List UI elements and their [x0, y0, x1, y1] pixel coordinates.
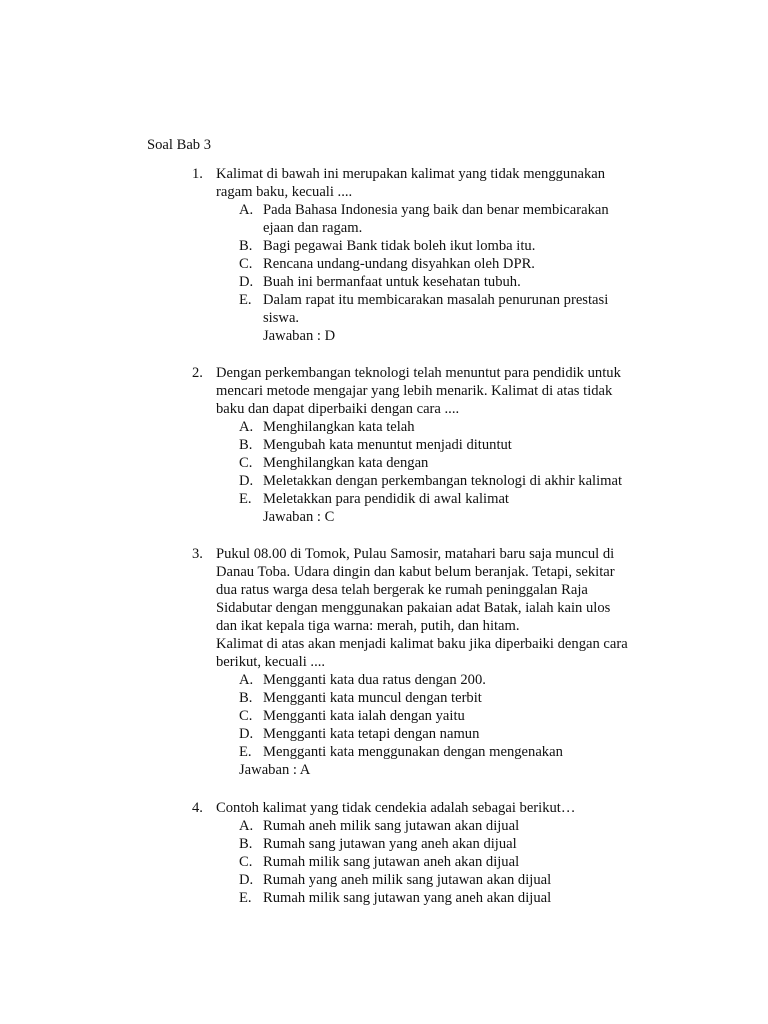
option-text: Buah ini bermanfaat untuk kesehatan tubuh. — [263, 274, 521, 290]
option-letter: B. — [239, 690, 253, 706]
option-text: Meletakkan dengan perkembangan teknologi di akhir kalimat — [263, 473, 623, 489]
option-letter: A. — [239, 419, 254, 435]
option-d — [239, 273, 662, 291]
option-letter: E. — [239, 292, 252, 308]
option-e — [239, 490, 662, 508]
option-d — [239, 725, 662, 743]
option-letter: C. — [239, 455, 253, 471]
option-letter: D. — [239, 473, 254, 489]
option-letter: E. — [239, 491, 252, 507]
option-c — [239, 454, 662, 472]
option-letter: A. — [239, 202, 254, 218]
question-number: 4. — [192, 800, 203, 816]
option-text: Mengganti kata dua ratus dengan 200. — [263, 672, 486, 688]
question-text: Kalimat di bawah ini merupakan kalimat yang tidak menggunakan ragam baku, kecuali .... — [216, 166, 606, 200]
option-letter: A. — [239, 672, 254, 688]
option-text: Mengganti kata muncul dengan terbit — [263, 690, 482, 706]
option-b — [239, 835, 662, 853]
answer-text: Jawaban : C — [263, 509, 335, 525]
option-text: Rumah sang jutawan yang aneh akan dijual — [263, 836, 517, 852]
option-text: Rumah aneh milik sang jutawan akan dijual — [263, 818, 520, 834]
option-list — [192, 671, 662, 761]
question-text: Pukul 08.00 di Tomok, Pulau Samosir, matahari baru saja muncul di Danau Toba. Udara dingin dan kabut belum beranjak. Tetapi, sekitar dua ratus warga desa telah bergerak ke rumah peninggalan Raja Sidabutar dengan menggunakan pakaian adat Batak, ialah kain ulos dan ikat kepala tiga warna: merah, putih, dan hitam. Kalimat di atas akan menjadi kalimat baku jika diperbaiki dengan cara berikut, kecuali .... — [216, 546, 628, 670]
option-letter: C. — [239, 256, 253, 272]
question-3 — [192, 545, 662, 779]
option-letter: E. — [239, 890, 252, 906]
option-list — [192, 201, 662, 327]
option-text: Rencana undang-undang disyahkan oleh DPR. — [263, 256, 535, 272]
option-a — [239, 671, 662, 689]
question-text: Contoh kalimat yang tidak cendekia adalah sebagai berikut… — [216, 800, 576, 816]
option-list — [192, 817, 662, 907]
answer-text: Jawaban : A — [239, 762, 311, 778]
option-letter: D. — [239, 726, 254, 742]
option-text: Mengganti kata tetapi dengan namun — [263, 726, 480, 742]
option-c — [239, 853, 662, 871]
question-4 — [192, 799, 662, 907]
option-d — [239, 871, 662, 889]
option-b — [239, 436, 662, 454]
question-number: 1. — [192, 166, 203, 182]
question-number: 3. — [192, 546, 203, 562]
option-letter: A. — [239, 818, 254, 834]
option-c — [239, 707, 662, 725]
option-text: Mengubah kata menuntut menjadi dituntut — [263, 437, 512, 453]
option-text: Meletakkan para pendidik di awal kalimat — [263, 491, 509, 507]
option-e — [239, 743, 662, 761]
option-text: Mengganti kata menggunakan dengan mengenakan — [263, 744, 563, 760]
option-e — [239, 291, 628, 327]
option-letter: B. — [239, 836, 253, 852]
option-b — [239, 689, 662, 707]
option-letter: D. — [239, 872, 254, 888]
option-text: Rumah milik sang jutawan yang aneh akan dijual — [263, 890, 552, 906]
option-letter: B. — [239, 437, 253, 453]
option-e — [239, 889, 662, 907]
option-text: Bagi pegawai Bank tidak boleh ikut lomba itu. — [263, 238, 536, 254]
option-a — [239, 418, 662, 436]
option-letter: E. — [239, 744, 252, 760]
option-c — [239, 255, 662, 273]
option-list — [192, 418, 662, 508]
option-text: Menghilangkan kata dengan — [263, 455, 429, 471]
option-letter: D. — [239, 274, 254, 290]
option-text: Mengganti kata ialah dengan yaitu — [263, 708, 465, 724]
answer-text: Jawaban : D — [263, 328, 336, 344]
option-letter: B. — [239, 238, 253, 254]
option-letter: C. — [239, 708, 253, 724]
question-2 — [192, 364, 662, 526]
option-a — [239, 817, 662, 835]
option-d — [239, 472, 662, 490]
option-text: Rumah milik sang jutawan aneh akan dijual — [263, 854, 520, 870]
option-text: Rumah yang aneh milik sang jutawan akan dijual — [263, 872, 552, 888]
option-b — [239, 237, 662, 255]
option-a — [239, 201, 628, 237]
option-letter: C. — [239, 854, 253, 870]
option-text: Menghilangkan kata telah — [263, 419, 415, 435]
question-number: 2. — [192, 365, 203, 381]
option-text: Dalam rapat itu membicarakan masalah penurunan prestasi siswa. — [263, 292, 609, 326]
document-title: Soal Bab 3 — [147, 137, 212, 153]
question-text: Dengan perkembangan teknologi telah menuntut para pendidik untuk mencari metode mengajar yang lebih menarik. Kalimat di atas tidak baku dan dapat diperbaiki dengan cara .... — [216, 365, 621, 417]
question-1 — [192, 165, 662, 345]
option-text: Pada Bahasa Indonesia yang baik dan benar membicarakan ejaan dan ragam. — [263, 202, 609, 236]
